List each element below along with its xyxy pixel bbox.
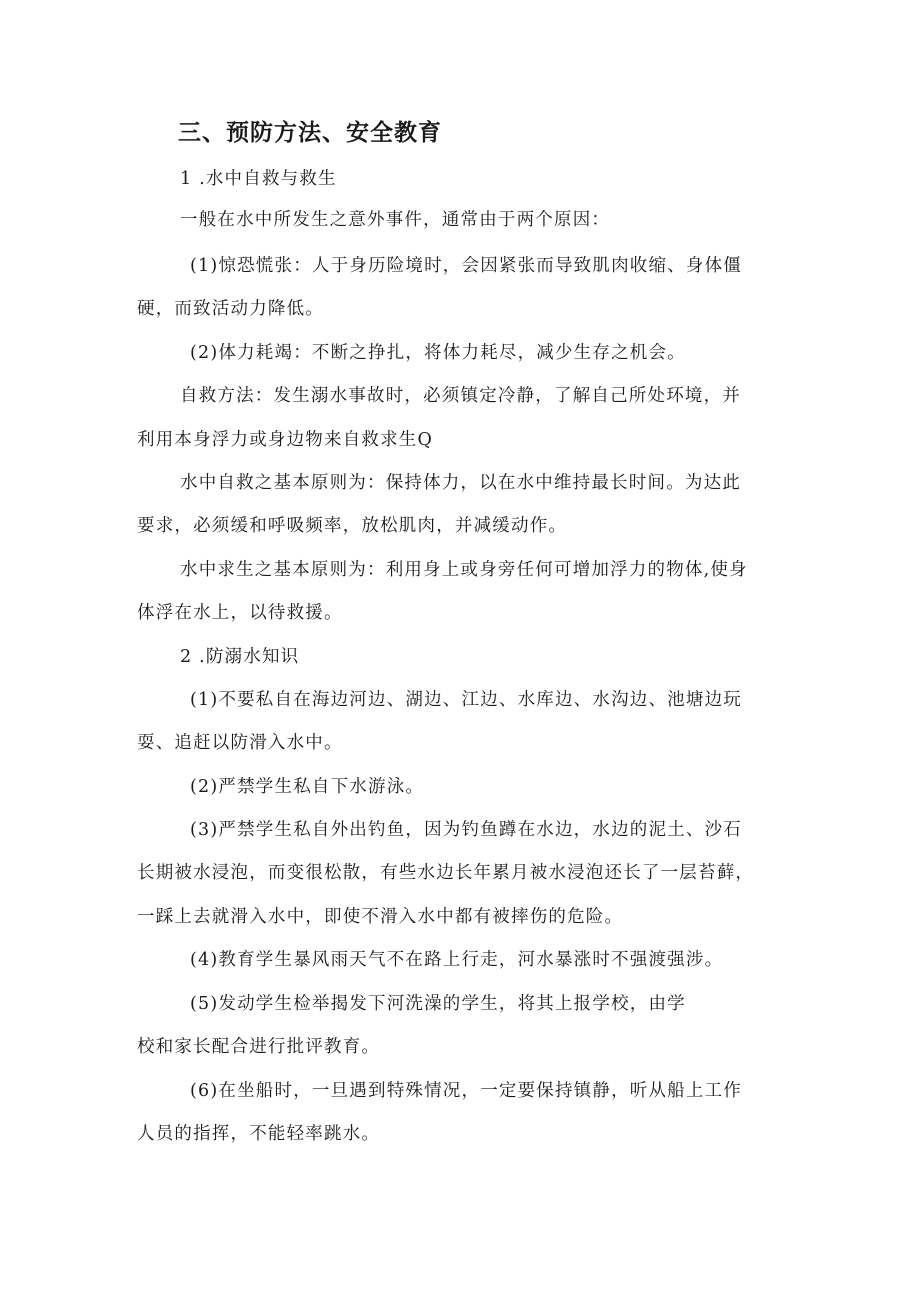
- paragraph-line: 体浮在水上，以待救援。: [137, 603, 343, 623]
- paragraph-line: 利用本身浮力或身边物来自救求生Q: [137, 430, 434, 450]
- paragraph-line: 一般在水中所发生之意外事件，通常由于两个原因：: [180, 210, 611, 230]
- paragraph-line: 水中自救之基本原则为：保持体力，以在水中维持最长时间。为达此: [180, 473, 741, 493]
- paragraph-line: (6)在坐船时，一旦遇到特殊情况，一定要保持镇静，听从船上工作: [190, 1081, 742, 1101]
- paragraph-line: 水中求生之基本原则为：利用身上或身旁任何可增加浮力的物体,使身: [180, 560, 748, 580]
- paragraph-line: 校和家长配合进行批评教育。: [137, 1037, 381, 1057]
- paragraph-line: 要求，必须缓和呼吸频率，放松肌肉，并减缓动作。: [137, 516, 568, 536]
- subsection-title-2: 2 .防溺水知识: [180, 647, 300, 667]
- paragraph-line: 一踩上去就滑入水中，即使不滑入水中都有被摔伤的危险。: [137, 907, 624, 927]
- section-heading: 三、预防方法、安全教育: [178, 120, 442, 146]
- paragraph-line: (2)严禁学生私自下水游泳。: [190, 777, 425, 797]
- paragraph-line: 自救方法：发生溺水事故时，必须镇定冷静，了解自己所处环境，并: [180, 386, 741, 406]
- paragraph-line: 长期被水浸泡，而变很松散，有些水边长年累月被水浸泡还长了一层苔藓，: [137, 863, 755, 883]
- paragraph-line: (1)惊恐慌张：人于身历险境时，会因紧张而导致肌肉收缩、身体僵: [190, 256, 742, 276]
- paragraph-line: (1)不要私自在海边河边、湖边、江边、水库边、水沟边、池塘边玩: [190, 690, 742, 710]
- paragraph-line: 人员的指挥，不能轻率跳水。: [137, 1124, 381, 1144]
- paragraph-line: (2)体力耗竭：不断之挣扎，将体力耗尽，减少生存之机会。: [190, 343, 686, 363]
- paragraph-line: (4)教育学生暴风雨天气不在路上行走，河水暴涨时不强渡强涉。: [190, 950, 724, 970]
- paragraph-line: (3)严禁学生私自外出钓鱼，因为钓鱼蹲在水边，水边的泥土、沙石: [190, 820, 742, 840]
- paragraph-line: 硬，而致活动力降低。: [137, 299, 324, 319]
- subsection-title-1: 1 .水中自救与救生: [180, 169, 337, 189]
- paragraph-line: (5)发动学生检举揭发下河洗澡的学生，将其上报学校，由学: [190, 994, 686, 1014]
- paragraph-line: 耍、追赶以防滑入水中。: [137, 733, 343, 753]
